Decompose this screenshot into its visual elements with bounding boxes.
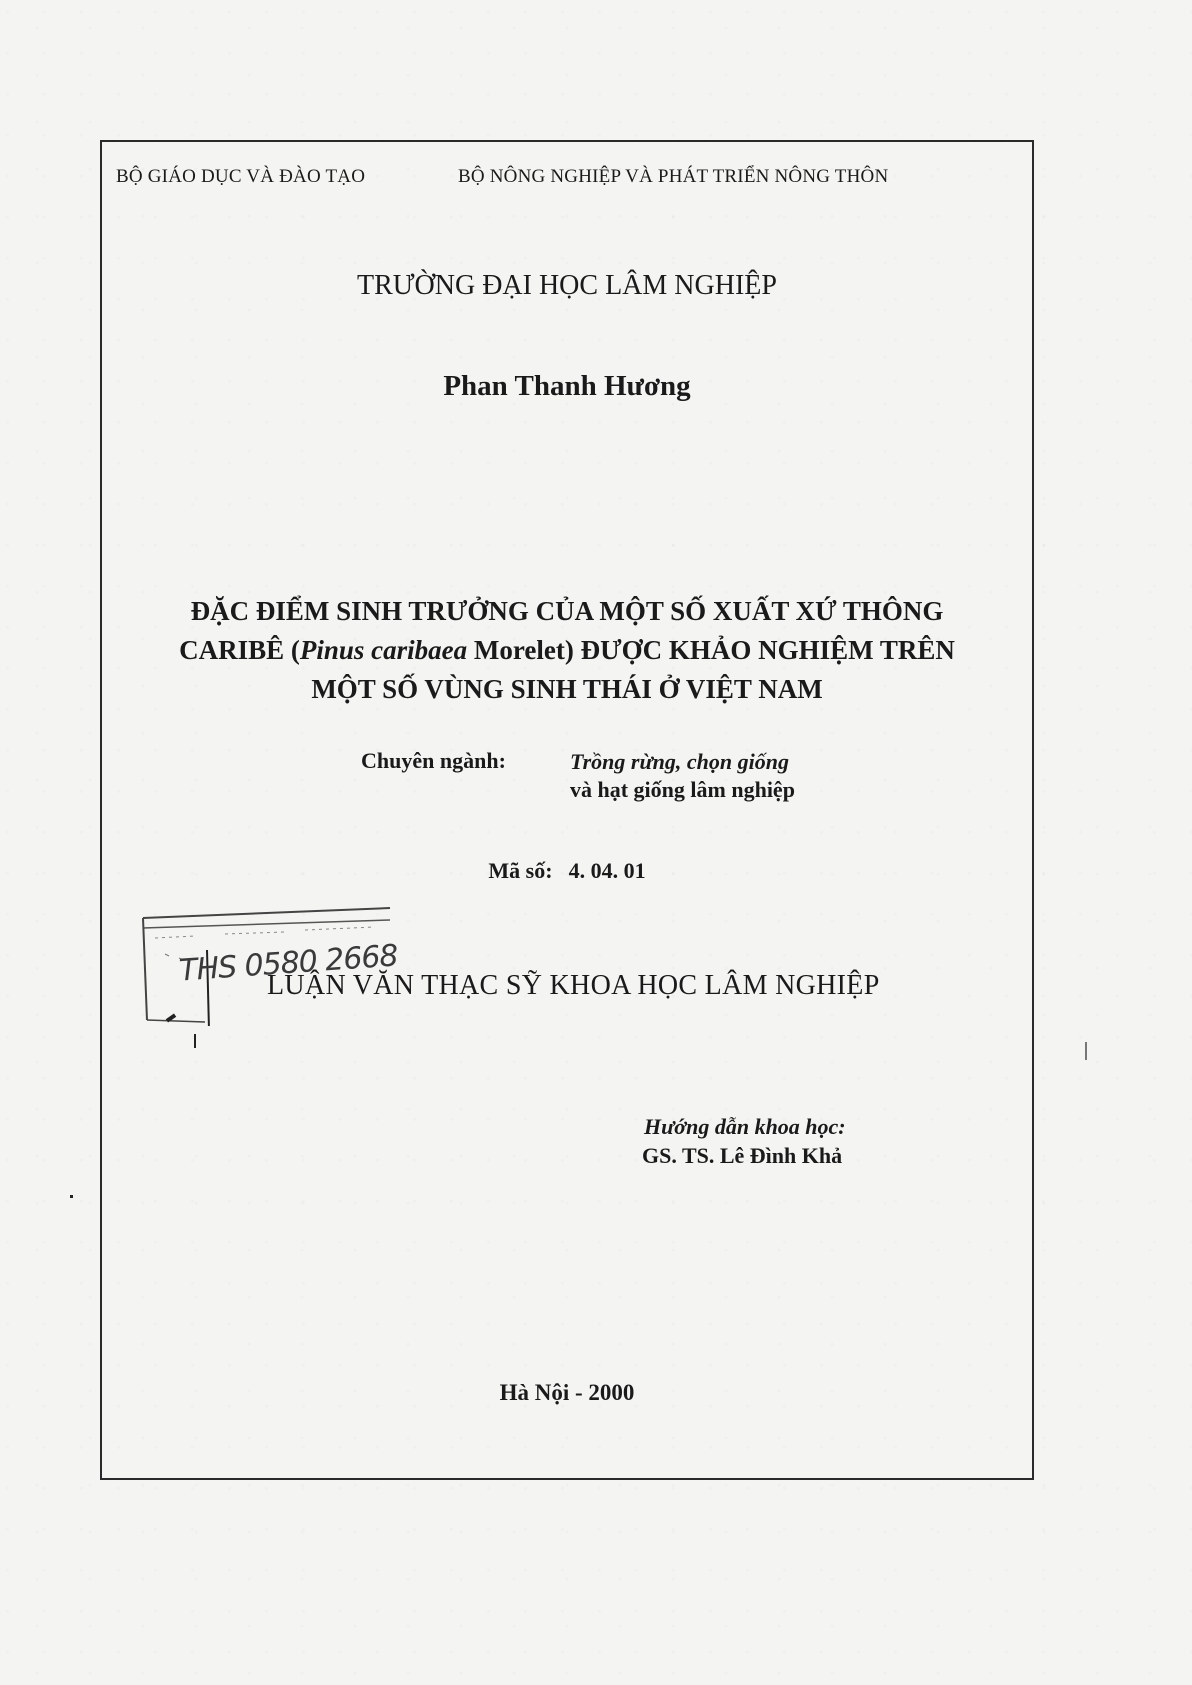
stamp-handwritten-code: THS 0580 2668 [178,938,399,989]
university-name: TRƯỜNG ĐẠI HỌC LÂM NGHIỆP [357,270,777,301]
code-value: 4. 04. 01 [568,858,646,883]
species-name: Pinus caribaea [299,635,468,665]
major-code [102,858,1032,884]
major-value-line-2: và hạt giống lâm nghiệp [570,777,795,802]
title-line-2-suffix: Morelet) ĐƯỢC KHẢO NGHIỆM TRÊN [467,635,955,665]
title-line-2 [142,631,992,670]
degree-title: LUẬN VĂN THẠC SỸ KHOA HỌC LÂM NGHIỆP [267,970,880,1001]
place-and-year: Hà Nội - 2000 [499,1380,635,1405]
scan-mark [1085,1042,1087,1060]
scan-mark [70,1195,73,1198]
ministry-education: BỘ GIÁO DỤC VÀ ĐÀO TẠO [116,166,366,187]
major-label: Chuyên ngành: [361,748,506,773]
cover-border [100,140,1034,1480]
major-value-line-1: Trồng rừng, chọn giống [570,749,789,774]
ministry-agriculture: BỘ NÔNG NGHIỆP VÀ PHÁT TRIỂN NÔNG THÔN [458,166,889,187]
title-line-2-prefix: CARIBÊ ( [179,635,300,665]
title-line-3: MỘT SỐ VÙNG SINH THÁI Ở VIỆT NAM [311,674,823,704]
advisor-label: Hướng dẫn khoa học: [644,1114,846,1139]
library-stamp [135,894,400,1026]
author-name: Phan Thanh Hương [443,370,691,402]
advisor-name: GS. TS. Lê Đình Khả [642,1143,843,1168]
major-value [570,748,795,804]
code-label: Mã số: [488,858,553,883]
scan-mark [194,1034,196,1048]
thesis-title [102,592,1032,709]
title-line-1: ĐẶC ĐIỂM SINH TRƯỞNG CỦA MỘT SỐ XUẤT XỨ THÔNG [190,596,944,626]
